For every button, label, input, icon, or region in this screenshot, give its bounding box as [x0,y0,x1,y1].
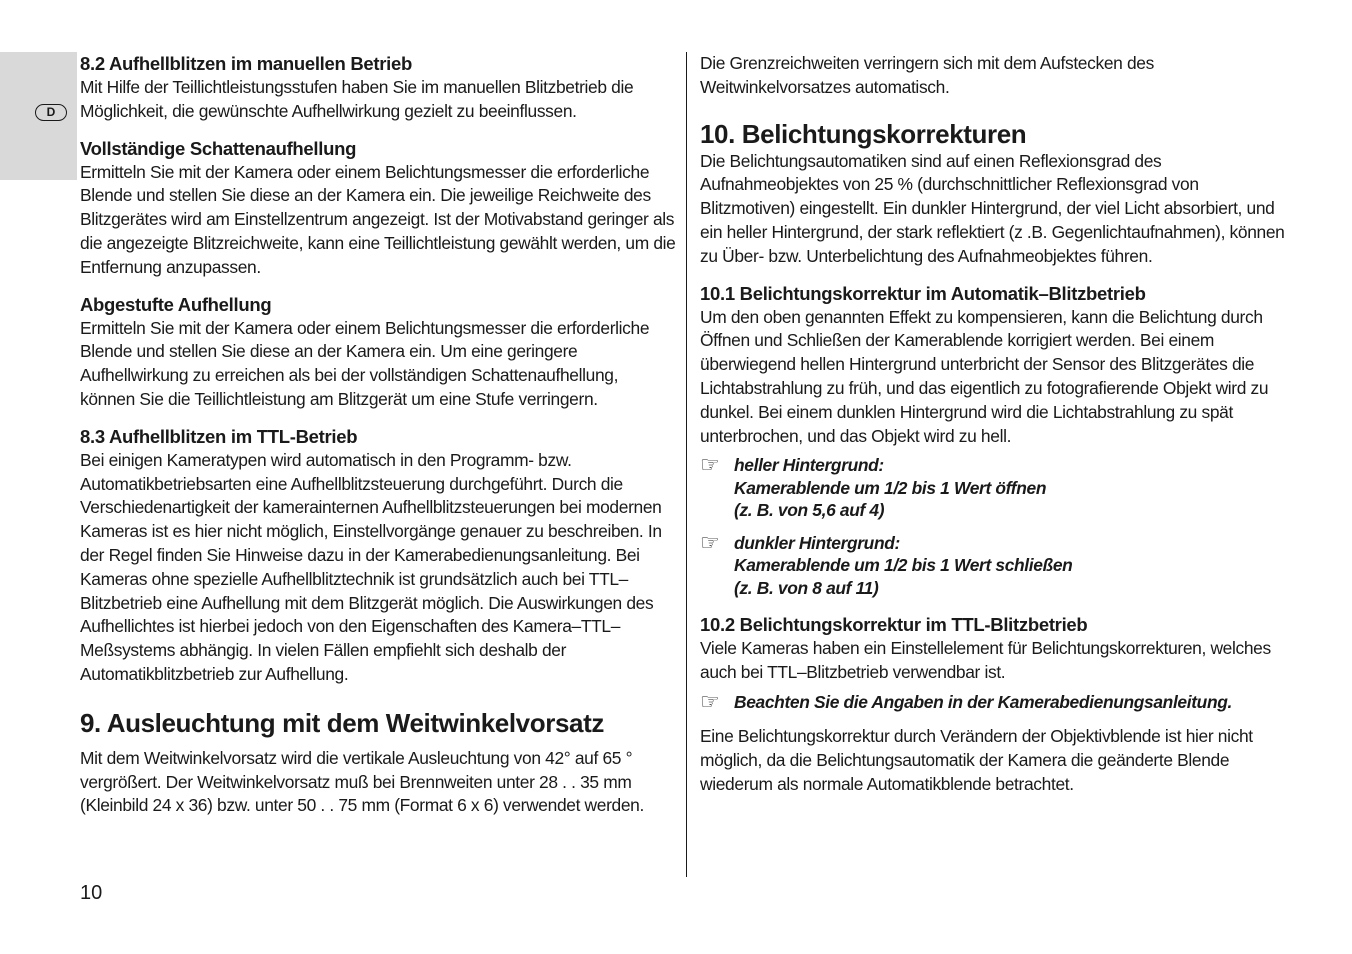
note-line: (z. B. von 5,6 auf 4) [734,500,885,521]
heading-10-1: 10.1 Belichtungskorrektur im Automatik–Blitzbetrieb [700,282,1146,304]
heading-10-2: 10.2 Belichtungskorrektur im TTL-Blitzbetrieb [700,614,1088,636]
column-divider [686,52,687,877]
note-line: (z. B. von 8 auf 11) [734,577,879,598]
note-line: dunkler Hintergrund: [734,532,900,553]
paragraph-9: Mit dem Weitwinkelvorsatz wird die vertikale Ausleuchtung von 42° auf 65 ° vergrößert. Der Weitwinkelvorsatz muß bei Brennweiten unter 28 . . 35 mm (Kleinbild 24 x 36) bzw. unter 50 . . 75 mm (Format 6 x 6) verwendet werden. [80,747,644,816]
paragraph-full-shadow: Ermitteln Sie mit der Kamera oder einem Belichtungsmesser die erforderliche Blende und stellen Sie diese an der Kamera ein. Die jeweilige Reichweite des Blitzgerätes wird am Einstellzentrum angezeigt. Ist der Motivabstand geringer als die angezeigte Blitzreichweite, kann eine Teillichtleistung gewählt werden, um die Entfernung anzupassen. [80,161,676,277]
paragraph-10-2: Viele Kameras haben ein Einstellelement für Belichtungskorrekturen, welches auch bei TTL–Blitzbetrieb verwendbar ist. [700,638,1271,683]
language-badge: D [35,104,67,121]
heading-8-2: 8.2 Aufhellblitzen im manuellen Betrieb [80,53,412,74]
heading-graded: Abgestufte Aufhellung [80,293,272,315]
paragraph-8-2: Mit Hilfe der Teillichtleistungsstufen haben Sie im manuellen Blitzbetrieb die Möglichkeit, die gewünschte Aufhellwirkung gezielt zu beeinflussen. [80,77,634,121]
note-dark-background [700,529,1296,600]
heading-8-3: 8.3 Aufhellblitzen im TTL-Betrieb [80,425,358,447]
paragraph-final: Eine Belichtungskorrektur durch Verändern der Objektivblende ist hier nicht möglich, da die Belichtungsautomatik der Kamera die geänderte Blende wiederum als normale Automatikblende betrachtet. [700,726,1253,795]
heading-9: 9. Ausleuchtung mit dem Weitwinkelvorsatz [80,707,604,738]
paragraph-8-3: Bei einigen Kameratypen wird automatisch in den Programm- bzw. Automatikbetriebsarten eine Aufhellblitzsteuerung durchgeführt. Durch die Verschiedenartigkeit der kamerainternen Aufhellblitzsteuerungen bei modernen Kameras ist es hier nicht möglich, Einstellvorgänge genauer zu beschreiben. In der Regel finden Sie Hinweise dazu in der Kamerabedienungsanleitung. Bei Kameras ohne spezielle Aufhellblitztechnik ist grundsätzlich auch bei TTL–Blitzbetrieb eine Aufhellung mit dem Blitzgerät möglich. Die Auswirkungen des Aufhellichtes ist hierbei jedoch von den Eigenschaften des Kamera–TTL–Meßsystems abhängig. In vielen Fällen empfiehlt sich deshalb der Automatikblitzbetrieb zur Aufhellung. [80,449,662,684]
note-camera-manual [700,688,1296,714]
pointing-hand-icon: ☞ [700,452,720,478]
paragraph-10-1: Um den oben genannten Effekt zu kompensieren, kann die Belichtung durch Öffnen und Schließen der Kamerablende korrigiert werden. Bei einem überwiegend hellen Hintergrund unterbricht der Sensor des Blitzgerätes die Lichtabstrahlung zu früh, und das eigentlich zu fotografierende Objekt wird zu dunkel. Bei einem dunklen Hintergrund wird die Lichtabstrahlung zu spät unterbrochen, und das Objekt wird zu hell. [700,306,1269,446]
pointing-hand-icon: ☞ [700,529,720,555]
heading-full-shadow: Vollständige Schattenaufhellung [80,137,357,159]
note-line: Kamerablende um 1/2 bis 1 Wert schließen [734,555,1073,576]
note-line: Beachten Sie die Angaben in der Kamerabedienungsanleitung. [734,691,1232,712]
page-number: 10 [80,882,103,904]
note-line: Kamerablende um 1/2 bis 1 Wert öffnen [734,477,1047,498]
heading-10: 10. Belichtungskorrekturen [700,118,1027,149]
note-bright-background [700,454,1296,522]
note-line: heller Hintergrund: [734,455,884,476]
paragraph-10: Die Belichtungsautomatiken sind auf einen Reflexionsgrad des Aufnahmeobjektes von 25 % (durchschnittlicher Reflexionsgrad von Blitzmotiven) eingestellt. Ein dunkler Hintergrund, der viel Licht absorbiert, und ein heller Hintergrund, der stark reflektiert (z .B. Gegenlichtaufnahmen), können zu Über- bzw. Unterbelichtung des Aufnahmeobjektes führen. [700,150,1285,266]
paragraph-graded: Ermitteln Sie mit der Kamera oder einem Belichtungsmesser die erforderliche Blende und stellen Sie diese an der Kamera ein. Um eine geringere Aufhellwirkung zu erreichen als bei der vollständigen Schattenaufhellung, können Sie die Teillichtleistung am Blitzgerät um eine Stufe verringern. [80,317,650,409]
right-column [700,52,1296,797]
paragraph-intro: Die Grenzreichweiten verringern sich mit dem Aufstecken des Weitwinkelvorsatzes automatisch. [700,53,1154,97]
left-column [80,52,676,818]
pointing-hand-icon: ☞ [700,688,720,714]
